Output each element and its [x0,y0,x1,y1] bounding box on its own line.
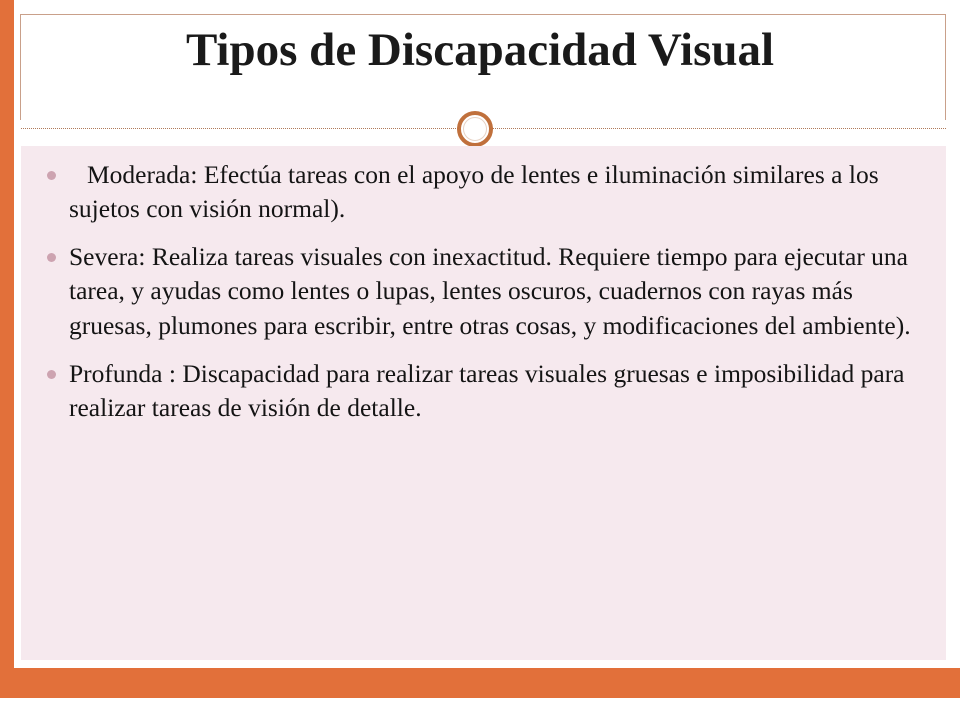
ring-inner-icon [463,117,487,141]
list-item-text: Severa: Realiza tareas visuales con inexactitud. Requiere tiempo para ejecutar una tarea, y ayudas como lentes o lupas, lentes oscuros, cuadernos con rayas más gruesas, plumones para escribir, entre otras cosas, y modificaciones del ambiente). [69,242,911,340]
list-item-text: Profunda : Discapacidad para realizar tareas visuales gruesas e imposibilidad para realizar tareas de visión de detalle. [69,358,905,422]
bullet-dot-icon [47,171,56,180]
bullet-dot-icon [47,370,56,379]
bottom-accent-bar [14,668,960,698]
list-item [45,357,918,425]
bottom-margin [0,698,960,720]
bullet-dot-icon [47,253,56,262]
left-accent-bar [0,0,14,720]
bullet-list [21,158,946,439]
page-title: Tipos de Discapacidad Visual [185,24,775,76]
list-item [45,158,918,226]
list-item-text: Moderada: Efectúa tareas con el apoyo de lentes e iluminación similares a los sujetos con visión normal). [69,160,879,224]
list-item [45,240,918,342]
